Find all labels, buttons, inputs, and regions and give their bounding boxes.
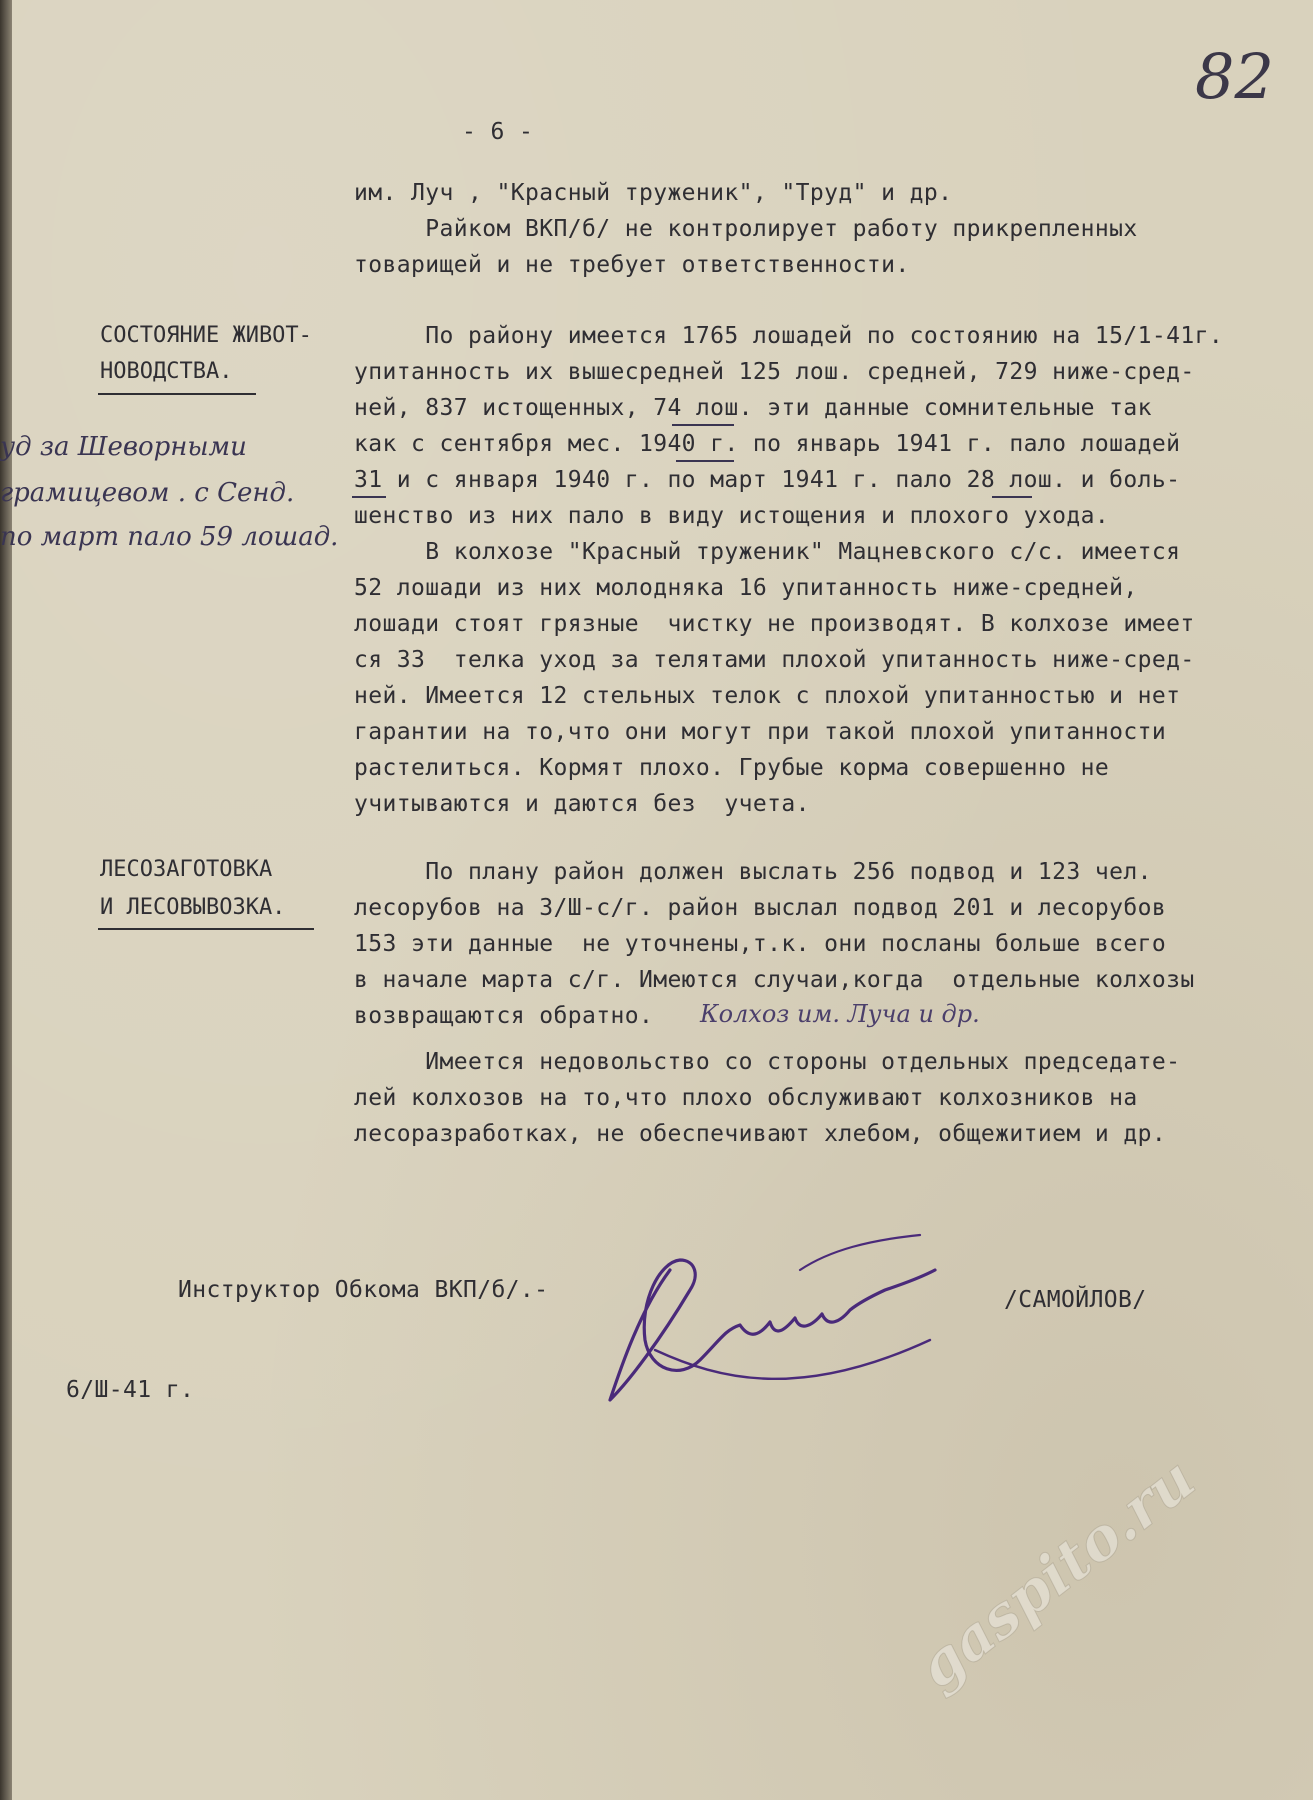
page-number: - 6 - [462, 119, 534, 145]
paragraph-line: шенство из них пало в виду истощения и плохого ухода. [354, 503, 1110, 529]
paragraph-line: в начале марта с/г. Имеются случаи,когда отдельные колхозы [354, 967, 1195, 993]
paragraph-line: лесорубов на 3/Ш-с/г. район выслал подвод 201 и лесорубов [354, 895, 1167, 921]
paragraph-line: ней, 837 истощенных, 74 лош. эти данные сомнительные так [354, 395, 1152, 421]
paragraph-line: ся 33 телка уход за телятами плохой упитанность ниже-сред- [354, 647, 1195, 673]
heading-underline [98, 393, 256, 395]
handwritten-underline [352, 496, 386, 498]
inline-handwritten-note: Колхоз им. Луча и др. [700, 1000, 980, 1028]
page-edge-shadow [0, 0, 12, 1800]
intro-line: товарищей и не требует ответственности. [354, 252, 910, 278]
paragraph-line: ней. Имеется 12 стельных телок с плохой упитанностью и нет [354, 683, 1181, 709]
heading-underline [98, 928, 314, 930]
signatory-position: Инструктор Обкома ВКП/б/.- [178, 1277, 549, 1303]
paragraph-line: лесоразработках, не обеспечивают хлебом, общежитием и др. [354, 1121, 1167, 1147]
section-heading: НОВОДСТВА. [100, 359, 233, 384]
signatory-name: /САМОЙЛОВ/ [1004, 1287, 1147, 1313]
paragraph-line: Имеется недовольство со стороны отдельных председате- [354, 1049, 1181, 1075]
paragraph-line: По плану район должен выслать 256 подвод и 123 чел. [354, 859, 1152, 885]
paragraph-line: упитанность их вышесредней 125 лош. средней, 729 ниже-сред- [354, 359, 1195, 385]
paragraph-line: возвращаются обратно. [354, 1003, 654, 1029]
margin-note: грамицевом . с Сенд. [0, 478, 295, 508]
watermark: gaspito.ru [905, 1444, 1208, 1702]
handwritten-underline [992, 496, 1032, 498]
handwritten-signature [600, 1230, 940, 1420]
section-heading: ЛЕСОЗАГОТОВКА [100, 857, 273, 882]
margin-note: по март пало 59 лошад. [0, 522, 339, 552]
paragraph-line: По району имеется 1765 лошадей по состоянию на 15/1-41г. [354, 323, 1224, 349]
paragraph-line: как с сентября мес. 1940 г. по январь 1941 г. пало лошадей [354, 431, 1181, 457]
handwritten-underline [676, 460, 734, 462]
handwritten-underline [672, 424, 734, 426]
paragraph-line: В колхозе "Красный труженик" Мацневского с/с. имеется [354, 539, 1181, 565]
paragraph-line: 31 и с января 1940 г. по март 1941 г. пало 28 лош. и боль- [354, 467, 1181, 493]
paragraph-line: 153 эти данные не уточнены,т.к. они посланы больше всего [354, 931, 1167, 957]
intro-line: им. Луч , "Красный труженик", "Труд" и др. [354, 180, 953, 206]
paragraph-line: учитываются и даются без учета. [354, 791, 810, 817]
archive-page-number: 82 [1195, 40, 1274, 113]
document-date: 6/Ш-41 г. [66, 1377, 195, 1403]
paragraph-line: 52 лошади из них молодняка 16 упитанность ниже-средней, [354, 575, 1138, 601]
paragraph-line: растелиться. Кормят плохо. Грубые корма совершенно не [354, 755, 1110, 781]
paragraph-line: лей колхозов на то,что плохо обслуживают колхозников на [354, 1085, 1138, 1111]
paragraph-line: лошади стоят грязные чистку не производят. В колхозе имеет [354, 611, 1195, 637]
section-heading: И ЛЕСОВЫВОЗКА. [100, 895, 286, 920]
margin-note: уд за Шеворными [0, 432, 247, 462]
section-heading: СОСТОЯНИЕ ЖИВОТ- [100, 323, 312, 348]
intro-line: Райком ВКП/б/ не контролирует работу прикрепленных [354, 216, 1138, 242]
paragraph-line: гарантии на то,что они могут при такой плохой упитанности [354, 719, 1167, 745]
